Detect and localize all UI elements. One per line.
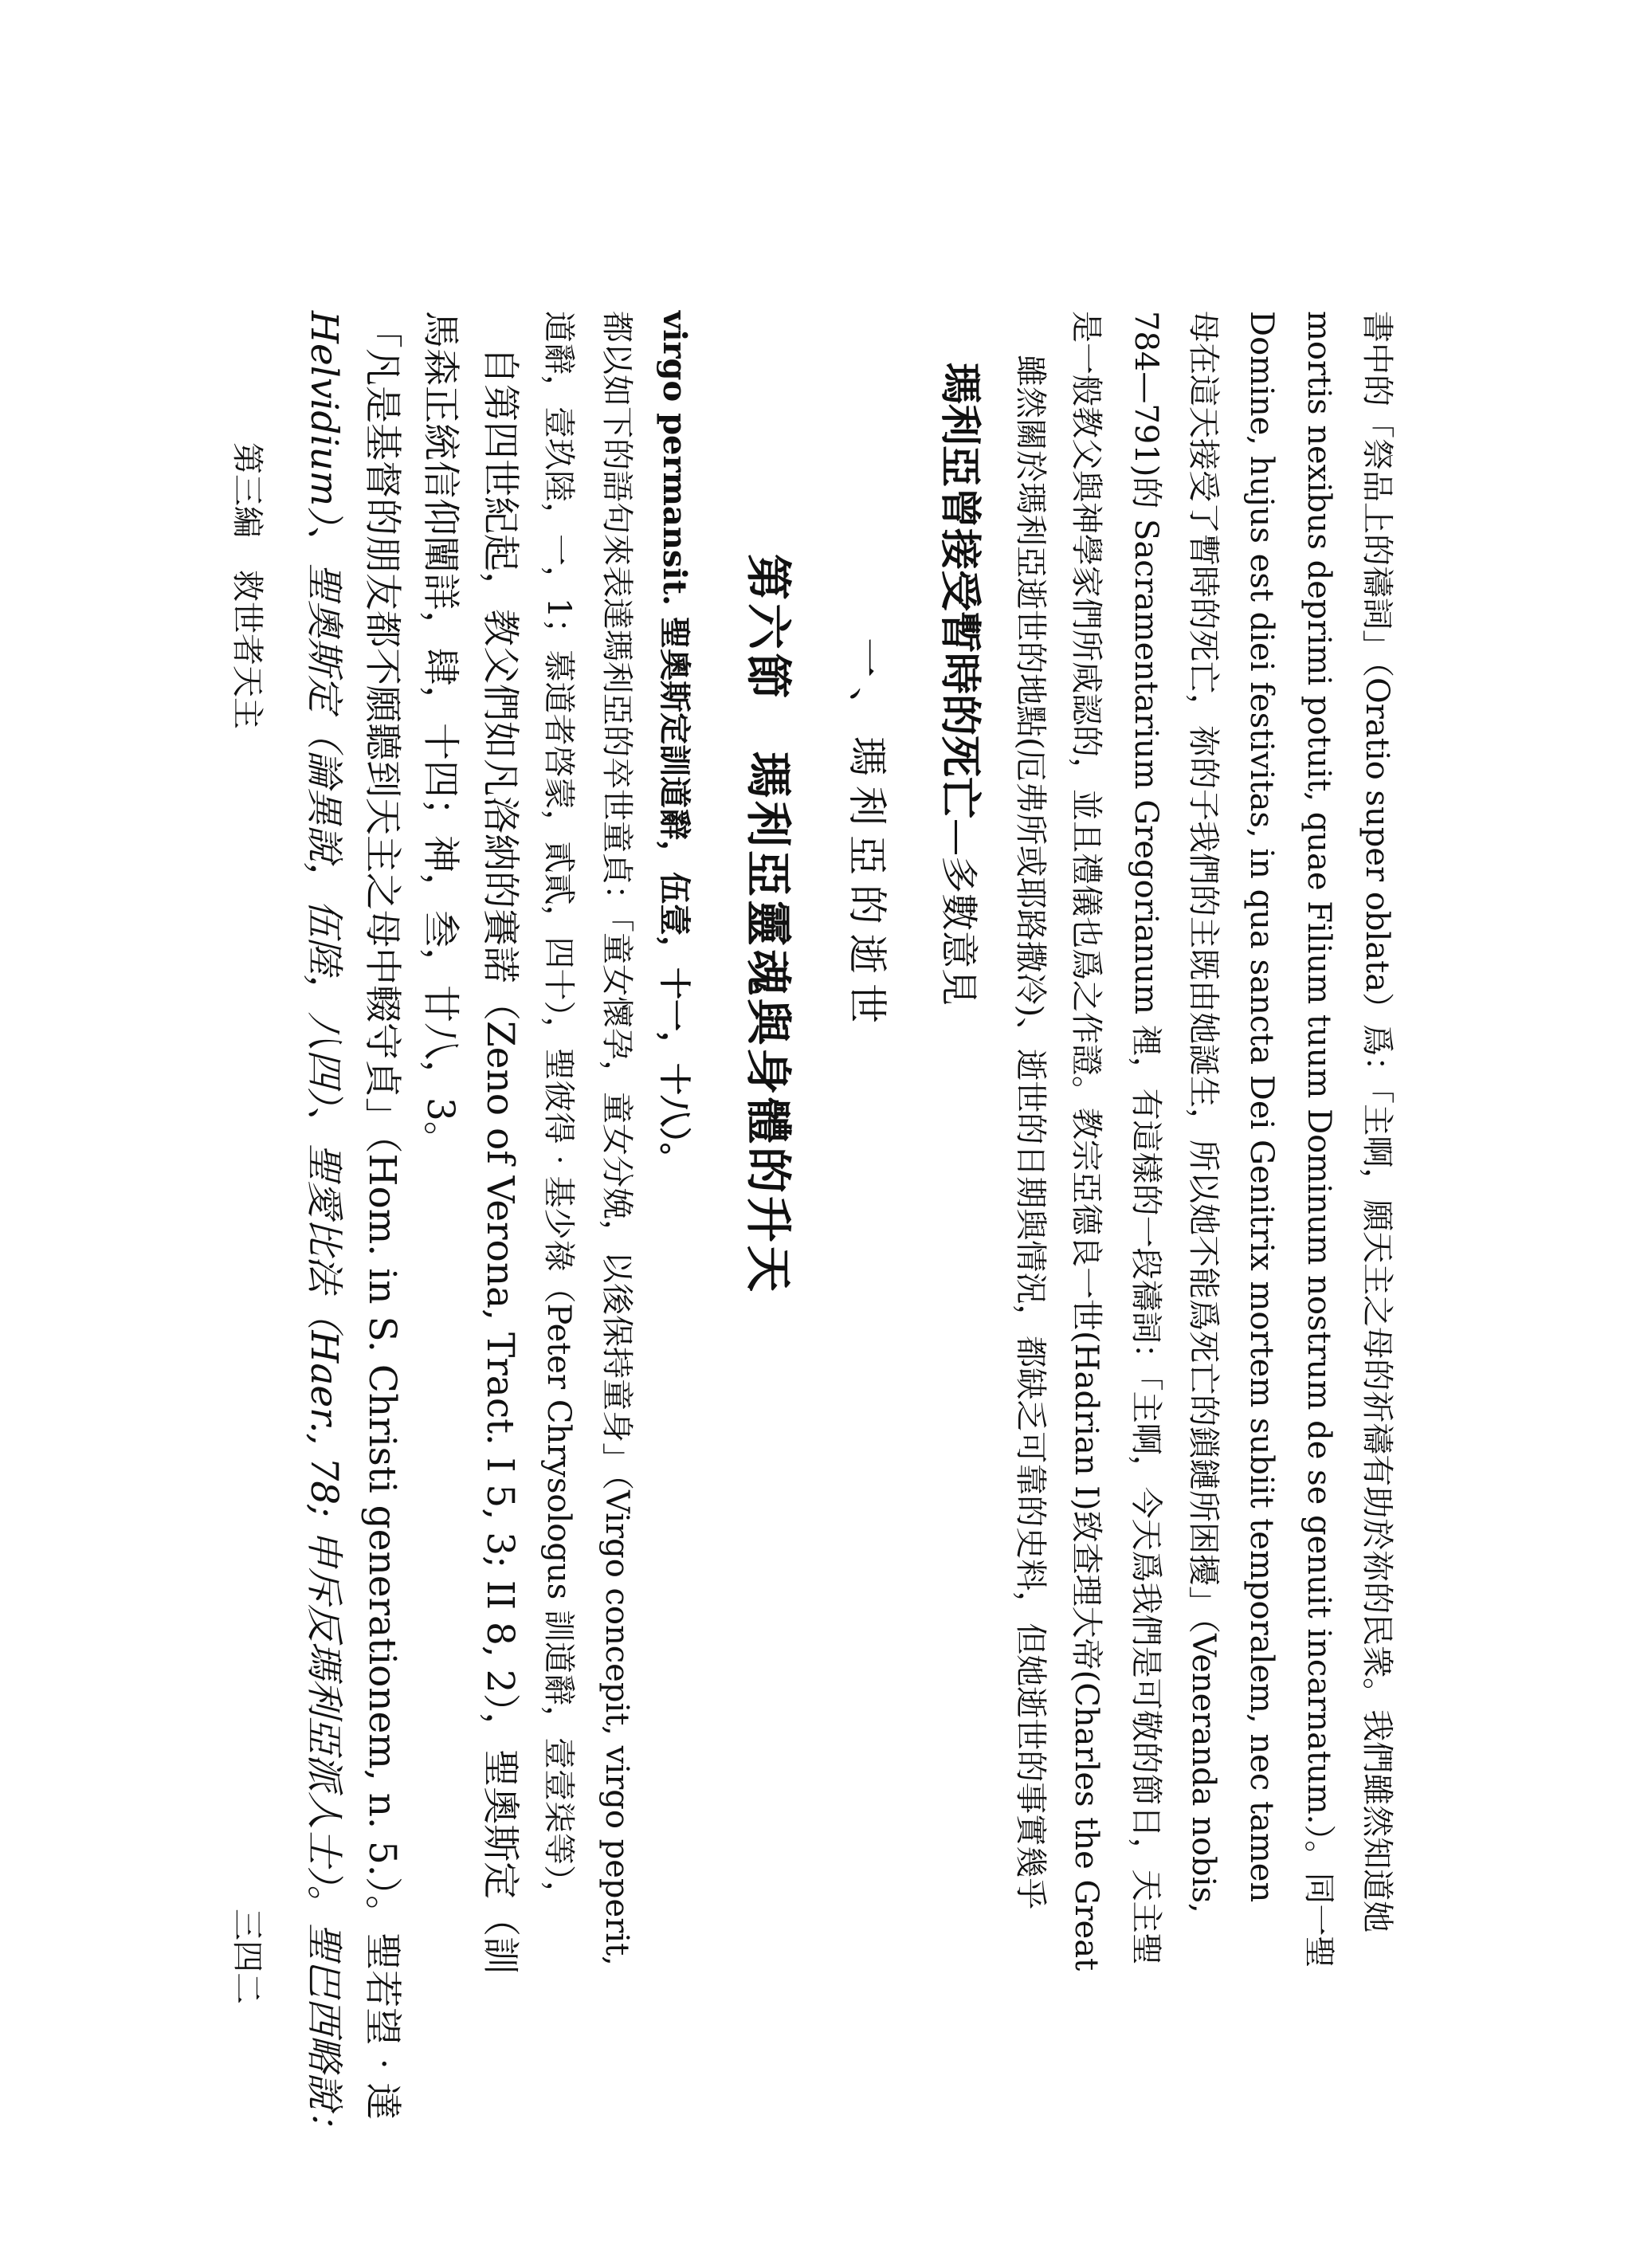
body-line: 母在這天接受了暫時的死亡，祢的子我們的主既由她誕生，所以她不能爲死亡的鎖鏈所困擾」（Veneranda nobis, [1185, 311, 1222, 1913]
text-line: Helvidium）、聖奧斯定（論異說，伍陸，八四）、聖愛比法（Haer., 78; 申斥反瑪利亞派人士）。聖巴西略說： [302, 311, 346, 2148]
body-line: 書中的「祭品上的禱詞」（Oratio super oblata）爲：「主啊，願天主之母的祈禱有助於祢的民衆。我們雖然知道她 [1359, 311, 1395, 1933]
body-line: Domine, hujus est diei festivitas, in qua sancta Dei Genitrix mortem subiit temporalem, nec tamen [1243, 311, 1280, 1903]
body-line: 784—791)的 Sacramentarium Gregorianum 裡，有這樣的一段禱詞：「主啊，今天爲我們是可敬的節日，天主聖 [1128, 311, 1164, 1965]
text-line: 道辭，壹玖陸，一，1；慕道者啓蒙，貳貳，四十），聖彼得‧基少祿（Peter Chrysologus 訓道辭，壹壹柒等）， [540, 311, 577, 1913]
section-title: 第六節 瑪利亞靈魂與身體的升天 [741, 554, 795, 1296]
body-line: mortis nexibus deprimi potuit, quae Filium tuum Dominum nostrum de se genuit incarnatum.）。同一聖 [1300, 311, 1337, 1968]
text-line: virgo permansit. 聖奧斯定訓道辭，伍壹，十一，十八）。 [656, 311, 693, 1175]
text-line: 馬森正統信仰闡詳，肆，十四；神，叁，廿八，3。 [418, 311, 462, 1159]
thesis-rest: —多數意見 [936, 818, 980, 1006]
body-line: 雖然關於瑪利亞逝世的地點(厄弗所或耶路撒冷)、逝世的日期與情況，都缺乏可靠的史料，但她逝世的事實幾乎 [1012, 355, 1049, 1910]
text-line: 「凡是基督的朋友都不願聽到天主之母中輟守貞」（Hom. in S. Christi generationem, n. 5.）。聖若望‧達 [360, 311, 404, 2121]
running-header: 第三編 救世者天主 [229, 442, 265, 729]
thesis-bold: 瑪利亞曾接受暫時的死亡 [936, 363, 984, 819]
page-number: 三四二 [229, 1909, 265, 2004]
subsection-title: 一、瑪利亞的逝世 [844, 638, 890, 1033]
text-line: 都以如下的語句來表達瑪利亞的卒世童貞：「童女懷孕，童女分娩，以後保持童身」（Virgo concepit, virgo peperit, [598, 311, 635, 1966]
body-line: 是一般教父與神學家們所咸認的，並且禮儀也爲之作證。教宗亞德良一世(Hadrian I)致查理大帝(Charles the Great [1068, 311, 1104, 1972]
text-line: 自第四世紀起，教父們如凡洛納的賽諾（Zeno of Verona, Tract. I 5, 3; II 8, 2），聖奧斯定（訓 [478, 347, 522, 1975]
thesis-heading [936, 363, 984, 1006]
